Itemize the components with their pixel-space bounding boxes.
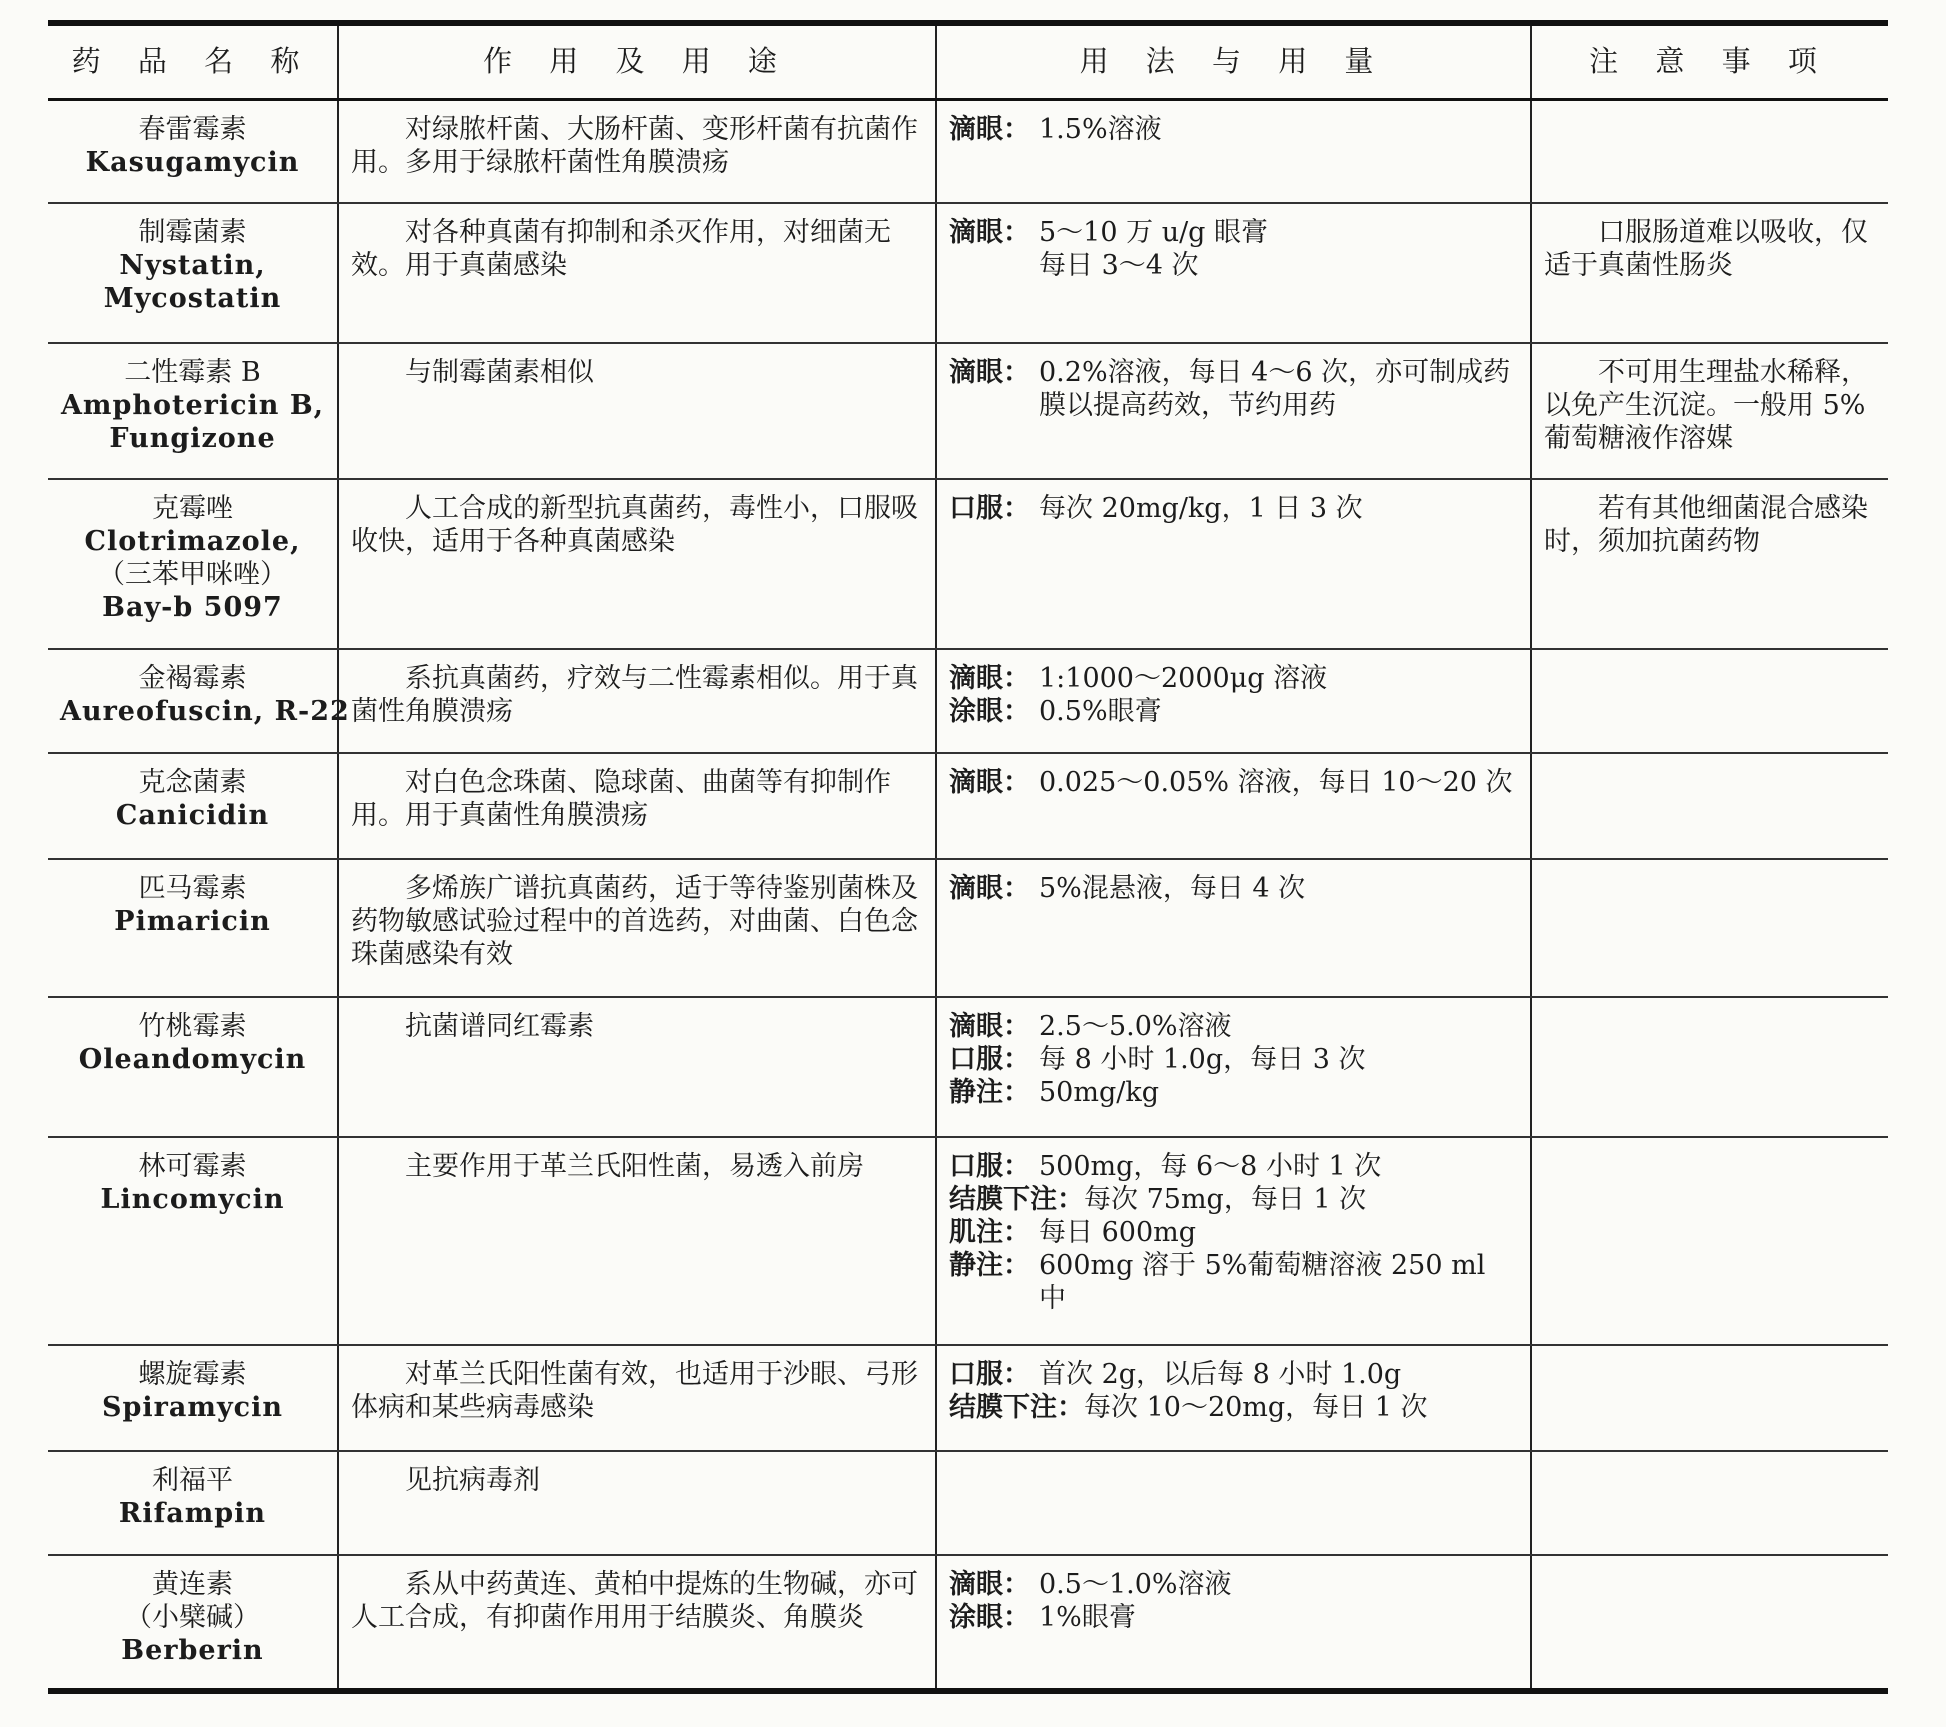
drug-name-line: Canicidin	[115, 800, 270, 831]
action-use-text	[405, 1011, 594, 1042]
dosage-value: 0.025～0.05% 溶液，每日 10～20 次	[1039, 767, 1513, 798]
drug-name-line: Fungizone	[109, 423, 276, 454]
dosage-route: 结膜下注：	[949, 1184, 1084, 1215]
drug-name-line: 黄连素	[152, 1569, 233, 1600]
action-use-line: 眼、弓形体病和某些病毒感染	[351, 1359, 918, 1423]
dosage-route: 涂眼：	[949, 1602, 1030, 1633]
dosage-route: 静注：	[949, 1250, 1030, 1281]
notes-cell	[1531, 997, 1888, 1137]
dosage-line	[949, 356, 1518, 422]
drug-name-line: （小檗碱）	[125, 1602, 260, 1633]
dosage-cell	[936, 1345, 1531, 1451]
drug-name-line: （三苯甲咪唑）	[98, 559, 287, 590]
header-action-use: 作 用 及 用 途	[338, 23, 936, 99]
drug-name-line: Spiramycin	[102, 1392, 283, 1423]
table-row	[48, 99, 1888, 203]
dosage-cell	[936, 203, 1531, 343]
dosage-route	[949, 249, 1039, 282]
action-use-cell	[338, 859, 936, 997]
action-use-text	[351, 663, 918, 727]
drug-name-line: 二性霉素 B	[124, 357, 261, 388]
notes-cell	[1531, 1555, 1888, 1691]
notes-cell: 若有其他细菌混合感染时，须加抗菌药物	[1531, 479, 1888, 649]
dosage-route: 滴眼：	[949, 113, 1030, 145]
dosage-line	[949, 1150, 1518, 1183]
action-use-text	[405, 1151, 864, 1182]
action-use-line: 抗菌作用。多用于绿脓杆菌性角膜溃疡	[351, 113, 918, 178]
drug-name-line: 克霉唑	[152, 493, 233, 524]
notes-cell	[1531, 649, 1888, 753]
action-use-line: 多烯族广谱抗真菌药，适于等待鉴	[405, 873, 810, 904]
dosage-value: 0.2%溶液，每日 4～6 次，亦可制成药膜以提高药效，节约用药	[1039, 357, 1511, 421]
dosage-value: 每日 600mg	[1039, 1217, 1197, 1248]
action-use-line: 口服吸收快，适用于各种真菌感染	[351, 493, 918, 557]
notes-cell	[1531, 1137, 1888, 1345]
notes-cell	[1531, 1451, 1888, 1555]
action-use-line: 碱，亦可人工合成，有抑菌作用	[351, 1569, 918, 1633]
dosage-route: 滴眼：	[949, 767, 1030, 798]
drug-name-line: Bay-b 5097	[102, 592, 283, 623]
dosage-cell	[936, 479, 1531, 649]
dosage-value: 2.5～5.0%溶液	[1039, 1011, 1232, 1042]
drug-name-line: Nystatin,	[119, 250, 266, 281]
dosage-value: 600mg 溶于 5%葡萄糖溶液 250 ml 中	[1039, 1250, 1486, 1314]
action-use-cell	[338, 1137, 936, 1345]
dosage-line	[949, 492, 1518, 525]
drug-name-cell	[48, 1451, 338, 1555]
dosage-value: 每次 10～20mg，每日 1 次	[1084, 1392, 1428, 1423]
action-use-line: 系抗真菌药，疗效与二性霉素相似。	[405, 663, 837, 694]
drug-name-cell	[48, 997, 338, 1137]
dosage-line	[949, 662, 1518, 695]
dosage-cell	[936, 649, 1531, 753]
dosage-value: 5%混悬液，每日 4 次	[1039, 873, 1306, 904]
drug-name-line: 金褐霉素	[138, 663, 247, 694]
dosage-line	[949, 249, 1518, 282]
table-row	[48, 649, 1888, 753]
action-use-line: 人工合成的新型抗真菌药，毒性小，	[405, 493, 837, 524]
drug-name-line: Oleandomycin	[78, 1044, 307, 1075]
dosage-value: 每日 3～4 次	[1039, 250, 1199, 281]
drug-table	[48, 20, 1888, 1694]
action-use-cell	[338, 203, 936, 343]
action-use-line: 抗菌谱同红霉素	[405, 1011, 594, 1042]
dosage-line	[949, 1601, 1518, 1634]
action-use-cell	[338, 1451, 936, 1555]
drug-name-cell	[48, 1137, 338, 1345]
table-row	[48, 753, 1888, 859]
dosage-route: 口服：	[949, 493, 1030, 524]
action-use-cell	[338, 99, 936, 203]
action-use-line: 制作用。用于真菌性角膜溃疡	[351, 767, 891, 831]
dosage-route: 静注：	[949, 1077, 1030, 1108]
drug-name-cell	[48, 859, 338, 997]
dosage-value: 0.5～1.0%溶液	[1039, 1569, 1232, 1600]
dosage-line	[949, 113, 1518, 146]
dosage-value: 每次 20mg/kg，1 日 3 次	[1039, 493, 1363, 524]
header-drug-name: 药 品 名 称	[48, 23, 338, 99]
dosage-cell	[936, 859, 1531, 997]
table-row	[48, 997, 1888, 1137]
notes-cell	[1531, 99, 1888, 203]
drug-name-line: 螺旋霉素	[138, 1359, 247, 1390]
dosage-line	[949, 1391, 1518, 1424]
drug-name-line: 春雷霉素	[138, 113, 247, 145]
action-use-line: 对各种真菌有抑制和杀灭作用，对	[405, 217, 810, 248]
action-use-line: 别菌株及药物敏感试验过程中的首选	[351, 873, 918, 937]
dosage-line	[949, 1076, 1518, 1109]
drug-name-cell	[48, 1555, 338, 1691]
notes-cell	[1531, 753, 1888, 859]
drug-name-line: 克念菌素	[138, 767, 247, 798]
dosage-cell	[936, 997, 1531, 1137]
dosage-route: 滴眼：	[949, 1569, 1030, 1600]
action-use-line: 与制霉菌素相似	[405, 357, 594, 388]
dosage-line	[949, 1568, 1518, 1601]
action-use-line: 细菌无效。用于真菌感染	[351, 217, 891, 281]
drug-name-cell	[48, 649, 350, 753]
action-use-line: 对革兰氏阳性菌有效，也适用于沙	[405, 1359, 810, 1390]
action-use-cell	[338, 997, 936, 1137]
action-use-line: 对绿脓杆菌、大肠杆菌、变形杆菌有	[405, 113, 837, 145]
dosage-value: 500mg，每 6～8 小时 1 次	[1039, 1151, 1382, 1182]
dosage-value: 每 8 小时 1.0g，每日 3 次	[1039, 1044, 1366, 1075]
drug-name-line: 匹马霉素	[138, 873, 247, 904]
drug-name-line: Aureofuscin, R-22	[60, 696, 350, 727]
header-dosage: 用 法 与 用 量	[936, 23, 1531, 99]
dosage-cell	[936, 1555, 1531, 1691]
dosage-value: 5～10 万 u/g 眼膏	[1039, 217, 1269, 248]
action-use-line: 药，对曲菌、白色念珠菌感染有效	[351, 906, 918, 970]
drug-name-line: 竹桃霉素	[138, 1011, 247, 1042]
action-use-cell	[338, 1555, 936, 1691]
dosage-route: 滴眼：	[949, 663, 1030, 694]
action-use-text	[351, 767, 891, 831]
action-use-cell	[338, 649, 936, 753]
drug-name-line: 林可霉素	[138, 1151, 247, 1182]
dosage-cell	[936, 1137, 1531, 1345]
action-use-cell	[338, 1345, 936, 1451]
action-use-text	[351, 1359, 918, 1423]
action-use-text	[405, 357, 594, 388]
dosage-cell	[936, 343, 1531, 479]
dosage-route: 口服：	[949, 1151, 1030, 1182]
header-notes: 注 意 事 项	[1531, 23, 1888, 99]
dosage-route: 滴眼：	[949, 357, 1030, 388]
dosage-route: 结膜下注：	[949, 1392, 1084, 1423]
drug-name-line: Rifampin	[118, 1498, 267, 1529]
dosage-route: 涂眼：	[949, 696, 1030, 727]
dosage-route: 口服：	[949, 1359, 1030, 1390]
dosage-route: 滴眼：	[949, 873, 1030, 904]
notes-cell	[1531, 1345, 1888, 1451]
drug-name-line: Berberin	[121, 1635, 264, 1666]
dosage-cell	[936, 1451, 1531, 1555]
dosage-value: 1.5%溶液	[1039, 113, 1162, 145]
dosage-route: 滴眼：	[949, 217, 1030, 248]
action-use-cell	[338, 343, 936, 479]
dosage-value: 0.5%眼膏	[1039, 696, 1162, 727]
dosage-route: 口服：	[949, 1044, 1030, 1075]
drug-name-cell	[48, 1345, 338, 1451]
action-use-line: 前房	[810, 1151, 864, 1182]
drug-name-cell	[48, 203, 338, 343]
dosage-line	[949, 695, 1518, 728]
dosage-route: 滴眼：	[949, 1011, 1030, 1042]
notes-cell: 口服肠道难以吸收，仅适于真菌性肠炎	[1531, 203, 1888, 343]
drug-name-cell	[48, 99, 338, 203]
dosage-line	[949, 1216, 1518, 1249]
action-use-text	[351, 493, 918, 557]
notes-cell: 不可用生理盐水稀释，以免产生沉淀。一般用 5% 葡萄糖液作溶媒	[1531, 343, 1888, 479]
drug-name-line: Mycostatin	[103, 283, 282, 314]
action-use-line: 见抗病毒剂	[405, 1465, 540, 1496]
dosage-cell	[936, 753, 1531, 859]
action-use-cell	[338, 479, 936, 649]
drug-name-line: Pimaricin	[114, 906, 271, 937]
drug-name-line: Clotrimazole,	[84, 526, 301, 557]
table-row	[48, 1451, 1888, 1555]
dosage-line	[949, 1010, 1518, 1043]
drug-name-cell	[48, 479, 338, 649]
drug-name-line: Kasugamycin	[85, 146, 300, 178]
drug-name-line: Lincomycin	[100, 1184, 285, 1215]
header-row	[48, 23, 1888, 99]
action-use-line: 对白色念珠菌、隐球菌、曲菌等有抑	[405, 767, 837, 798]
table-row	[48, 1555, 1888, 1691]
dosage-value: 1:1000～2000μg 溶液	[1039, 663, 1328, 694]
table-row	[48, 1345, 1888, 1451]
dosage-line	[949, 1183, 1518, 1216]
dosage-value: 50mg/kg	[1039, 1077, 1159, 1108]
table-row	[48, 479, 1888, 649]
notes-cell	[1531, 859, 1888, 997]
dosage-cell	[936, 99, 1531, 203]
drug-name-cell	[48, 753, 338, 859]
action-use-line: 系从中药黄连、黄柏中提炼的生物	[405, 1569, 810, 1600]
action-use-line: 用于结膜炎、角膜炎	[621, 1602, 864, 1633]
dosage-value: 首次 2g，以后每 8 小时 1.0g	[1039, 1359, 1402, 1390]
drug-name-line: 制霉菌素	[138, 217, 247, 248]
dosage-value: 每次 75mg，每日 1 次	[1084, 1184, 1367, 1215]
action-use-text	[405, 1465, 540, 1496]
dosage-line	[949, 766, 1518, 799]
dosage-line	[949, 216, 1518, 249]
table-row	[48, 859, 1888, 997]
action-use-line: 主要作用于革兰氏阳性菌，易透入	[405, 1151, 810, 1182]
action-use-text	[351, 1569, 918, 1633]
dosage-line	[949, 1358, 1518, 1391]
action-use-text	[351, 873, 918, 970]
action-use-line: 用于真菌性角膜溃疡	[351, 663, 918, 727]
action-use-text	[351, 217, 891, 281]
action-use-cell	[338, 753, 936, 859]
dosage-route: 肌注：	[949, 1217, 1030, 1248]
drug-name-line: Amphotericin B,	[60, 390, 325, 421]
dosage-line	[949, 1249, 1518, 1315]
table-row	[48, 343, 1888, 479]
action-use-text	[351, 114, 918, 178]
drug-name-line: 利福平	[152, 1465, 233, 1496]
dosage-line	[949, 872, 1518, 905]
table-row	[48, 203, 1888, 343]
dosage-line	[949, 1043, 1518, 1076]
table-row	[48, 1137, 1888, 1345]
dosage-value: 1%眼膏	[1039, 1602, 1136, 1633]
drug-name-cell	[48, 343, 338, 479]
